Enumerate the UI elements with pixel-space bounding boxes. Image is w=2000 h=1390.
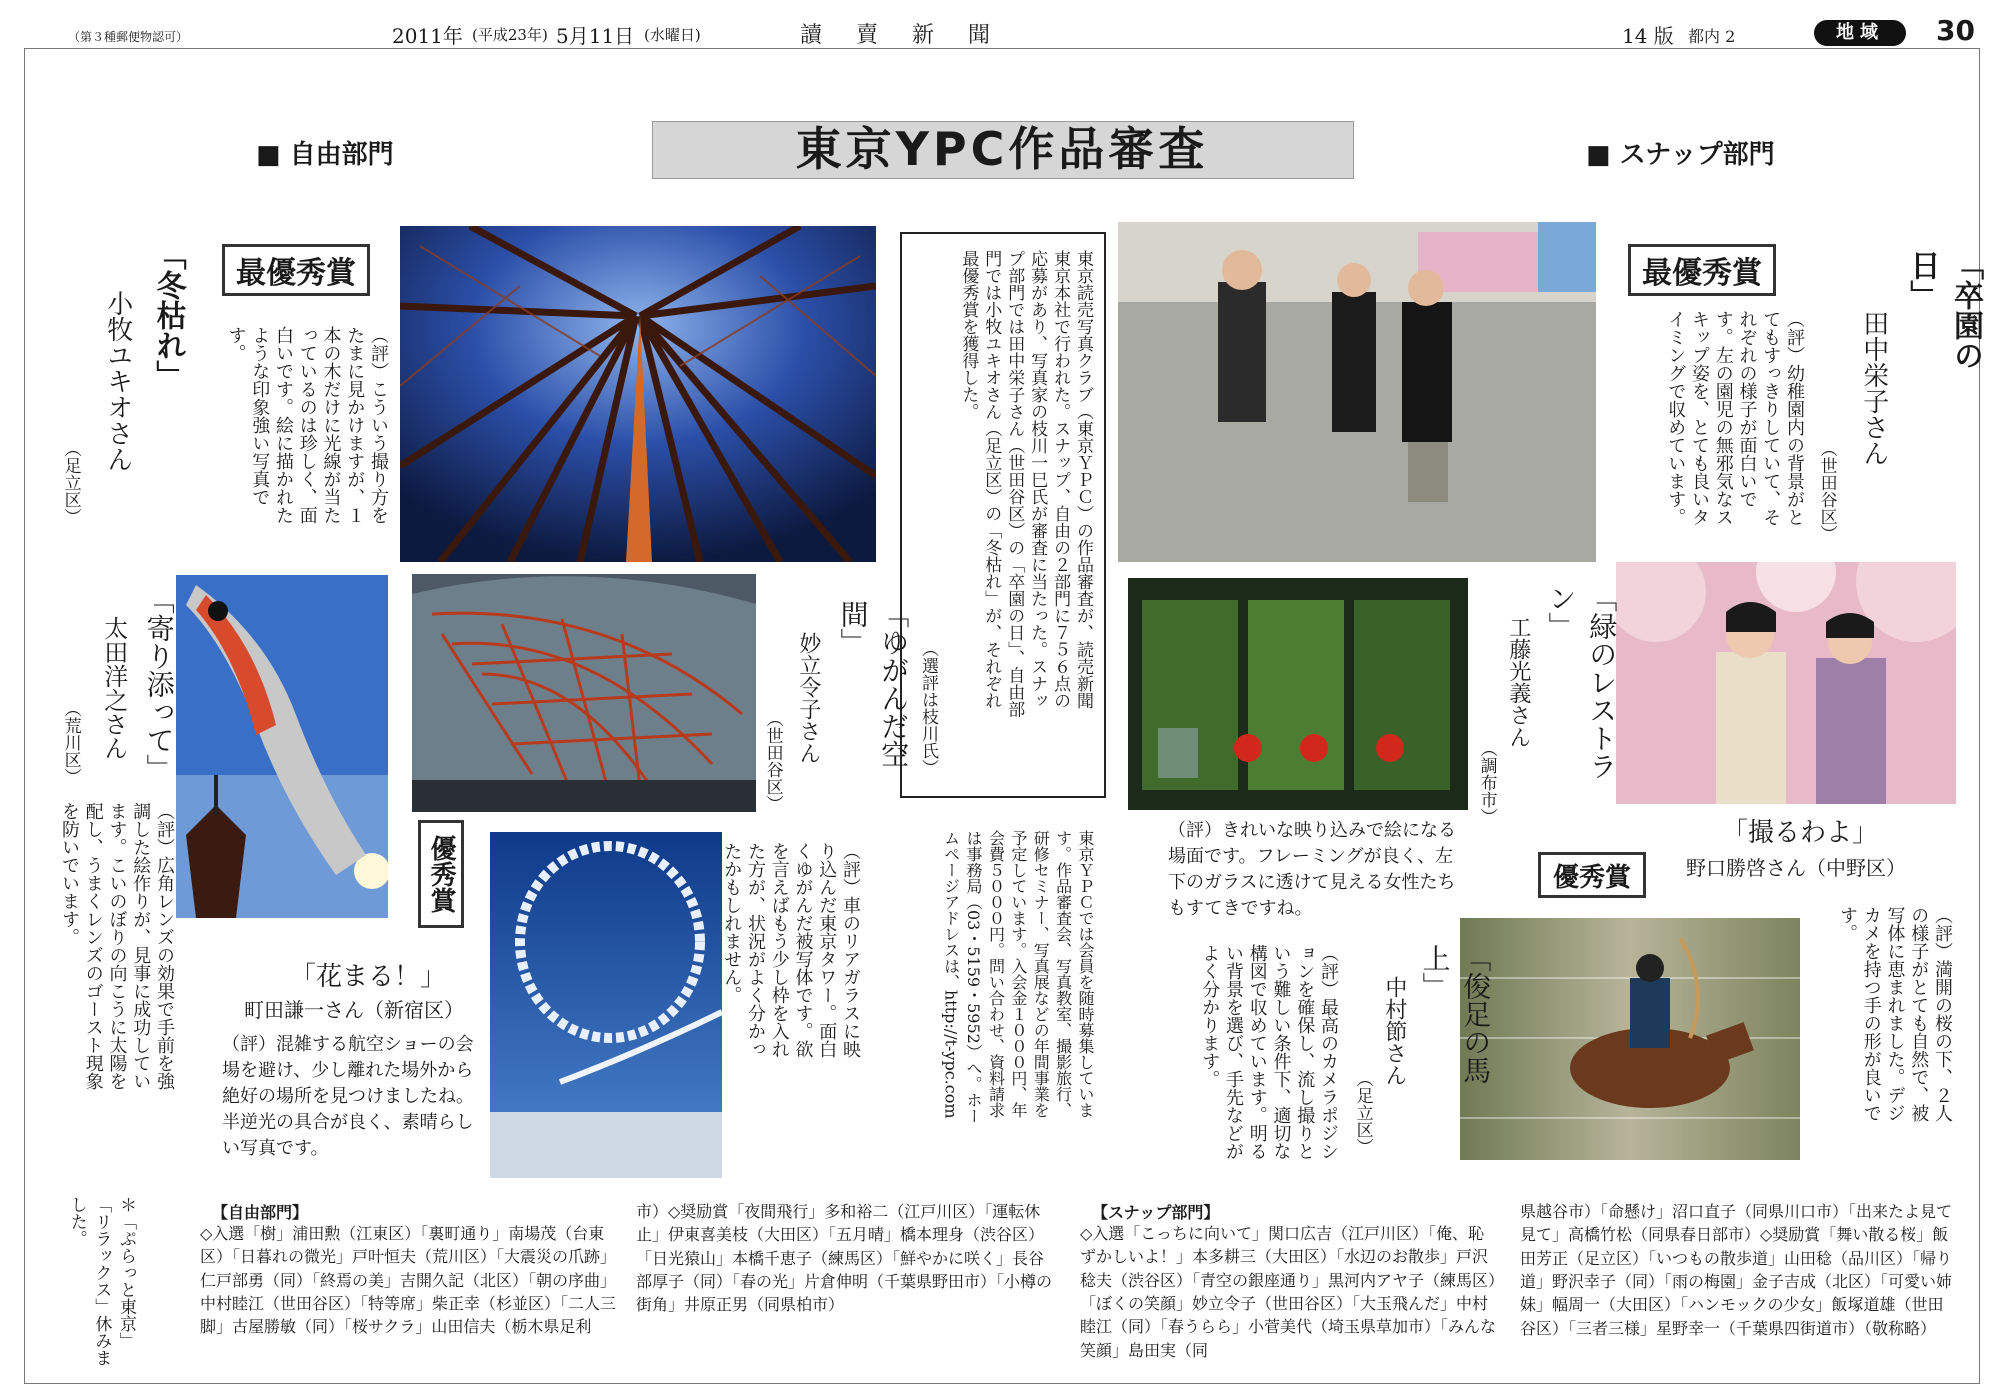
yuganda-ward: （世田谷区）: [762, 710, 783, 812]
photo-yorisotte: [176, 575, 388, 918]
sotsuen-author: 田中栄子さん: [1858, 310, 1889, 466]
newspaper-name: 讀 賣 新 聞: [800, 23, 997, 48]
award-merit-free-label: 優秀賞: [426, 835, 456, 913]
photo-fuyugare: [400, 226, 876, 562]
list-snap-1: ◇入選「こっちに向いて」関口広吉（江戸川区）「俺、恥ずかしいよ！」本多耕三（大田区）「水辺のお散歩」戸沢稔夫（渋谷区）「青空の銀座通り」黒河内アヤ子（練馬区）「ぼくの笑顔」妙立令子（世田谷区）「大玉飛んだ」中村睦江（同）「春うらら」小菅美代（埼玉県草加市）「みんな笑顔」島田実（同: [1080, 1224, 1497, 1360]
midori-author: 工藤光義さん: [1505, 616, 1531, 748]
shunsoku-title: 「俊足の馬上」: [1418, 944, 1493, 1084]
page-title: 東京YPC作品審査: [795, 122, 1209, 176]
award-top-free: 最優秀賞: [222, 244, 370, 296]
photo-hanamaru: [490, 832, 722, 1178]
section-badge: 地域: [1814, 20, 1906, 46]
shunsoku-author: 中村節さん: [1381, 976, 1407, 1086]
award-merit-free: [418, 820, 464, 928]
postal-permit: （第３種郵便物認可）: [68, 30, 189, 44]
photo-midori: [1128, 578, 1468, 810]
shunsoku-comment: （評）最高のカメラポジションを確保し、流し撮りという難しい条件下、適切な構図で収めています。明るい背景を選び、手先などがよく分かります。: [1199, 944, 1339, 1160]
toruwayo-title: 「撮るわよ」: [1722, 818, 1879, 848]
date-monthday: 5月11日: [556, 24, 635, 48]
category-free: ■ 自由部門: [256, 140, 394, 170]
date-heisei: (平成23年): [472, 26, 548, 44]
category-snap: ■ スナップ部門: [1586, 140, 1775, 170]
list-snap-head: 【スナップ部門】: [1092, 1203, 1220, 1222]
photo-yuganda: [412, 574, 756, 812]
fuyugare-ward: （足立区）: [60, 440, 81, 525]
hanamaru-author: 町田謙一さん（新宿区）: [244, 998, 464, 1022]
hanamaru-title: 「花まる！」: [290, 962, 447, 992]
award-merit-snap: 優秀賞: [1538, 852, 1646, 898]
fuyugare-title: 「冬枯れ」: [150, 240, 186, 390]
list-free-head: 【自由部門】: [212, 1203, 309, 1222]
page-number: 30: [1936, 14, 1975, 47]
photo-sotsuen: [1118, 222, 1596, 562]
masthead-bar: [0, 0, 2000, 46]
yuganda-comment: （評）車のリアガラスに映り込んだ東京タワー。面白くゆがんだ被写体です。欲を言えばもう少し枠を入れた方が、状況がよく分かったかもしれません。: [721, 842, 861, 1058]
award-top-snap: 最優秀賞: [1628, 244, 1776, 296]
date-year: 2011年: [392, 24, 463, 48]
toruwayo-author: 野口勝啓さん（中野区）: [1686, 856, 1906, 880]
midori-ward: （調布市）: [1476, 740, 1497, 825]
toruwayo-comment: （評）満開の桜の下、２人の様子がとても自然で、被写体に恵まれました。デジカメを持つ手の形が良いです。: [1837, 906, 1953, 1122]
edition-number: 14 版: [1622, 24, 1674, 48]
lead-body: 東京読売写真クラブ（東京ＹＰＣ）の作品審査が、読売新聞東京本社で行われた。スナップ、自由の２部門に７５６点の応募があり、写真家の枝川一巳氏が審査に当たった。スナップ部門では田中栄子さん（世田谷区）の「卒園の日」、自由部門では小牧ユキオさん（足立区）の「冬枯れ」が、それぞれ最優秀賞を獲得した。: [958, 250, 1093, 718]
shunsoku-ward: （足立区）: [1352, 1070, 1373, 1155]
list-free-2: 市）◇奨励賞「夜間飛行」多和裕二（江戸川区）「運転休止」伊東喜美枝（大田区）「五月晴」橋本理身（渋谷区）「日光猿山」本橋千恵子（練馬区）「鮮やかに咲く」長谷部厚子（同）「春の光」片倉伸明（千葉県野田市）「小樽の街角」井原正男（同県柏市）: [636, 1202, 1053, 1315]
photo-shunsoku: [1460, 918, 1800, 1160]
fuyugare-comment: （評）こういう撮り方をたまに見かけますが、１本の木だけに光線が当たっているのは珍しく、面白いです。絵に描かれたような印象強い写真です。: [225, 326, 389, 524]
photo-toruwayo: [1616, 562, 1956, 804]
list-snap-2: 県越谷市）「命懸け」沼口直子（同県川口市）「出来たよ見て見て」高橋竹松（同県春日部市）◇奨励賞「舞い散る桜」飯田芳正（足立区）「いつもの散歩道」山田稔（品川区）「帰り道」野沢幸子（同）「雨の梅園」金子吉成（北区）「可愛い姉妹」幅周一（大田区）「ハンモックの少女」飯塚道雄（世田谷区）「三者三様」星野幸一（千葉県四街道市）（敬称略）: [1520, 1202, 1953, 1338]
date-weekday: (水曜日): [644, 26, 701, 44]
edition-area: 都内 2: [1688, 27, 1736, 46]
midori-comment: （評）きれいな映り込みで絵になる場面です。フレーミングが良く、左下のガラスに透けて見える女性たちもすてきですね。: [1168, 820, 1456, 920]
sotsuen-title: 「卒園の日」: [1904, 250, 1983, 370]
recruit-text: 東京ＹＰＣでは会員を随時募集しています。作品審査会、写真教室、撮影旅行、研修セミナー、写真展などの年間事業を予定しています。入会金１０００円、年会費５０００円。問い合わせ、資料請求は事務局（03・5159・5952）へ。ホームページアドレスは、http://t-ypc.com: [941, 830, 1095, 1124]
lead-credit: （選評は枝川氏）: [918, 640, 938, 776]
fuyugare-author: 小牧ユキオさん: [102, 290, 133, 472]
sotsuen-comment: （評）幼稚園内の背景がとてもすっきりしていて、それぞれの様子が面白いです。左の園児の無邪気なスキップ姿を、とても良いタイミングで収めています。: [1665, 310, 1805, 526]
midori-title: 「緑のレストラン」: [1544, 584, 1619, 780]
sotsuen-ward: （世田谷区）: [1816, 440, 1837, 542]
note-text: ＊「ぷらっと東京」「リラックス」休みました。: [66, 1196, 136, 1366]
list-free-1: ◇入選「樹」浦田勲（江東区）「裏町通り」南場茂（台東区）「日暮れの微光」戸叶恒夫（荒川区）「大震災の爪跡」仁戸部勇（同）「終焉の美」吉開久記（北区）「朝の序曲」中村睦江（世田谷区）「特等席」柴正幸（杉並区）「二人三脚」古屋勝敏（同）「桜サクラ」山田信夫（栃木県足利: [200, 1224, 617, 1337]
yorisotte-title: 「寄り添って」: [142, 586, 176, 782]
yorisotte-ward: （荒川区）: [60, 700, 81, 785]
yuganda-author: 妙立令子さん: [795, 632, 821, 764]
yuganda-title: 「ゆがんだ空間」: [836, 600, 911, 768]
hanamaru-comment: （評）混雑する航空ショーの会場を避け、少し離れた場外から絶好の場所を見つけましたね。半逆光の具合が良く、素晴らしい写真です。: [222, 1034, 474, 1160]
yorisotte-comment: （評）広角レンズの効果で手前を強調した絵作りが、見事に成功しています。こいのぼりの向こうに太陽を配し、うまくレンズのゴースト現象を防いでいます。: [59, 802, 175, 1090]
yorisotte-author: 太田洋之さん: [99, 616, 128, 760]
